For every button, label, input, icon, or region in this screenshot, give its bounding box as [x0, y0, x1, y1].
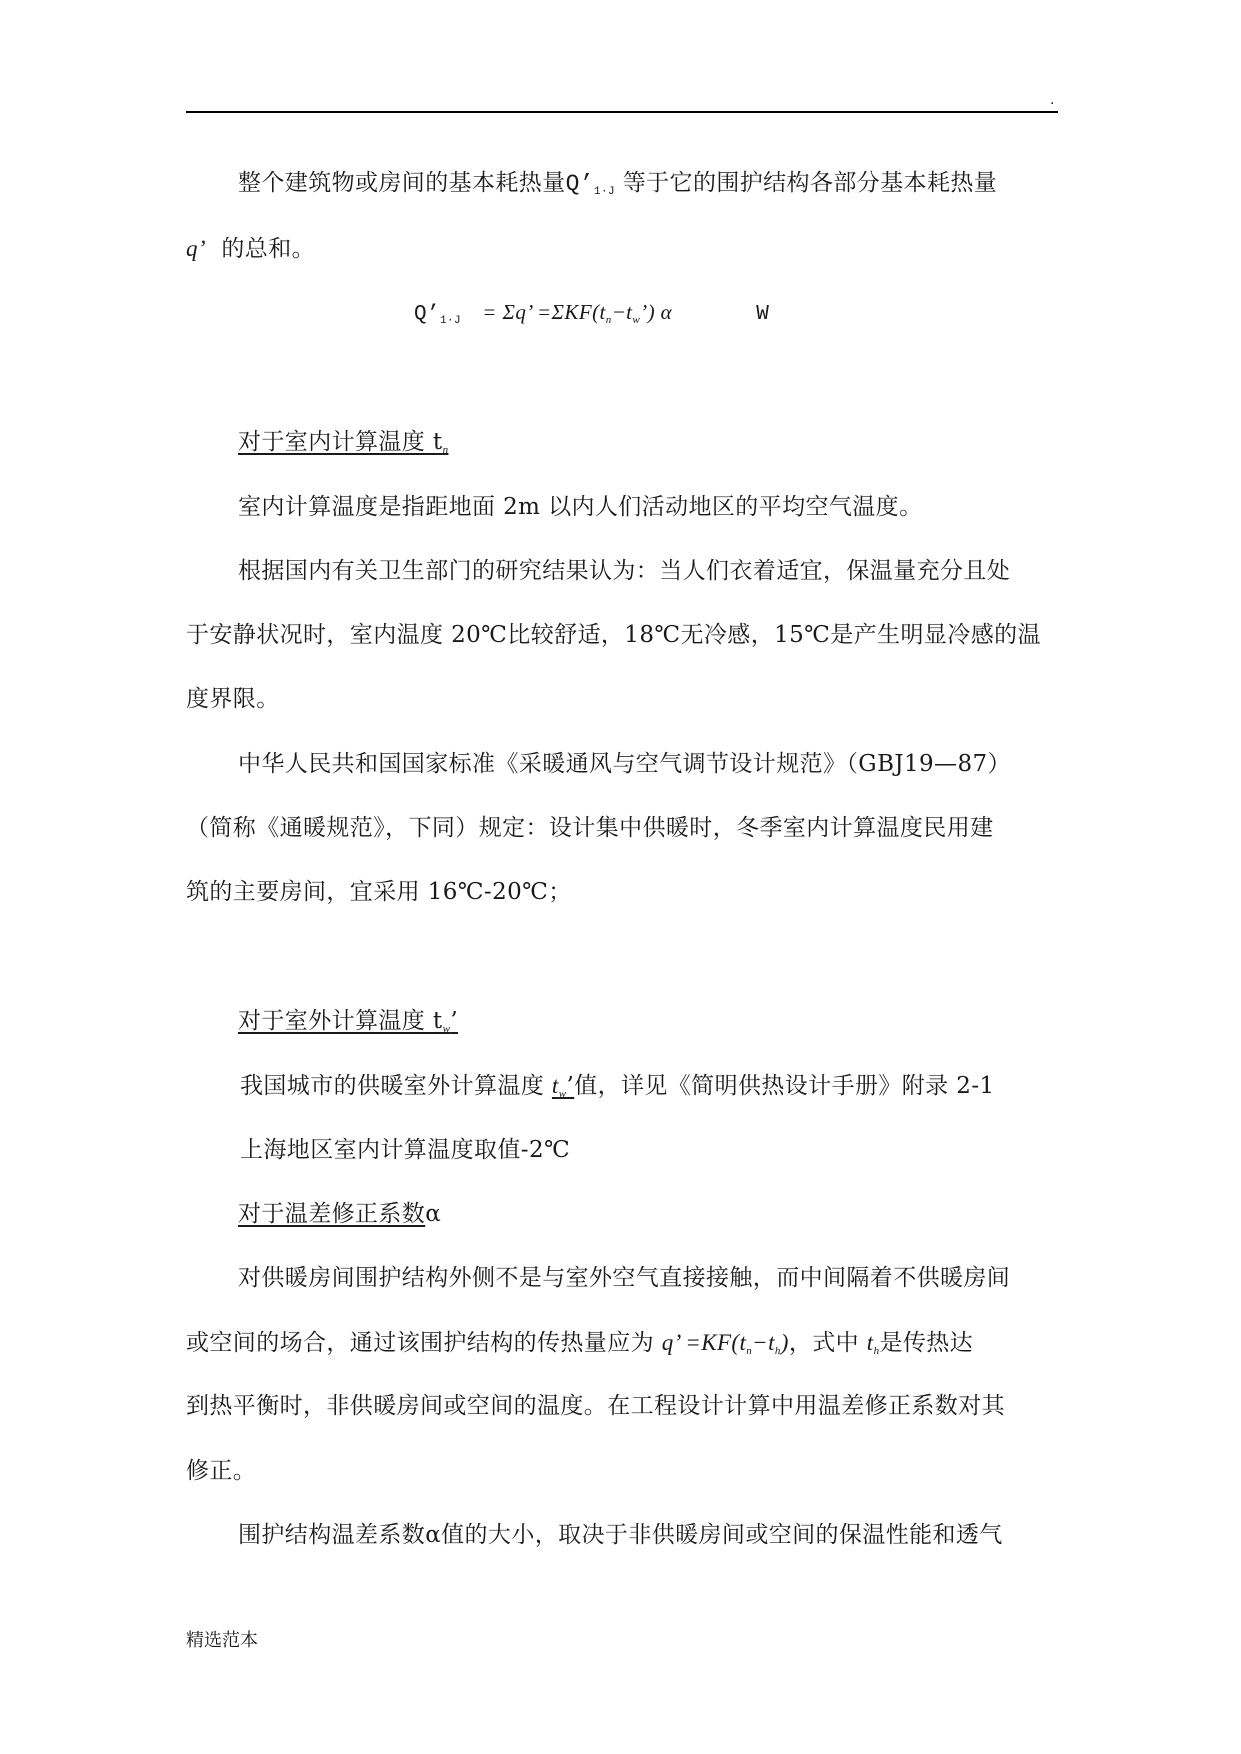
paragraph-1-line-1 — [238, 172, 997, 198]
paragraph-3-line-2: 于安静状况时，室内温度 20℃比较舒适，18℃无冷感，15℃是产生明显冷感的温 — [186, 622, 1041, 648]
header-rule — [186, 111, 1058, 113]
heading-alpha: α — [425, 1201, 442, 1227]
formula-inline-2: −t — [752, 1330, 775, 1355]
formula-expression-3: ’) α — [640, 300, 673, 324]
formula-subscript-n: n — [605, 314, 612, 326]
symbol-t: t — [551, 1073, 559, 1098]
section-heading-indoor-temp — [238, 431, 448, 456]
paragraph-5 — [240, 1074, 995, 1100]
formula-inline-sub-n: n — [746, 1345, 753, 1357]
formula-unit: W — [756, 303, 770, 326]
heading-prime: ’ — [450, 1008, 459, 1034]
formula-subscript: 1·J — [440, 315, 462, 327]
symbol-t: t — [866, 1330, 874, 1355]
text-segment: 的总和。 — [221, 236, 316, 262]
paragraph-7-line-1: 对供暖房间围护结构外侧不是与室外空气直接接触，而中间隔着不供暖房间 — [238, 1265, 1011, 1291]
text-segment: 等于它的围护结构各部分基本耗热量 — [622, 170, 998, 196]
heading-subscript: w — [442, 1023, 451, 1035]
formula-expression-2: −t — [611, 300, 633, 324]
formula-inline-3: ) — [780, 1330, 789, 1355]
symbol-subscript: 1·J — [594, 186, 616, 198]
section-heading-outdoor-temp — [238, 1010, 458, 1035]
symbol-subscript-w: w — [558, 1088, 567, 1100]
formula-inline: q’ =KF(t — [661, 1330, 747, 1355]
heading-subscript: n — [442, 444, 449, 456]
paragraph-7-line-3: 到热平衡时，非供暖房间或空间的温度。在工程设计计算中用温差修正系数对其 — [186, 1393, 1005, 1419]
symbol-q-total: Q’ — [565, 171, 595, 197]
paragraph-7-line-4: 修正。 — [186, 1458, 257, 1484]
text-segment: 我国城市的供暖室外计算温度 — [240, 1073, 552, 1099]
paragraph-4-line-1: 中华人民共和国国家标准《采暖通风与空气调节设计规范》（GBJ19—87） — [238, 751, 1011, 777]
paragraph-2: 室内计算温度是指距地面 2m 以内人们活动地区的平均空气温度。 — [238, 494, 923, 520]
text-segment: 值，详见《简明供热设计手册》附录 2-1 — [574, 1073, 995, 1099]
formula-inline-sub-h: h — [774, 1345, 781, 1357]
symbol-subscript-h: h — [873, 1345, 880, 1357]
header-dot: . — [1050, 92, 1055, 108]
section-heading-correction-coefficient — [238, 1203, 441, 1226]
paragraph-3-line-3: 度界限。 — [186, 686, 280, 712]
text-segment: ，式中 — [788, 1330, 867, 1356]
paragraph-1-line-2 — [186, 237, 315, 261]
text-segment: 整个建筑物或房间的基本耗热量 — [238, 170, 566, 196]
heading-text: 对于温差修正系数 — [238, 1201, 426, 1227]
text-segment: 或空间的场合，通过该围护结构的传热量应为 — [186, 1330, 662, 1356]
paragraph-3-line-1: 根据国内有关卫生部门的研究结果认为：当人们衣着适宜，保温量充分且处 — [238, 558, 1011, 584]
paragraph-7-line-2 — [186, 1331, 973, 1357]
text-segment: 是传热达 — [879, 1330, 974, 1356]
symbol-prime: ’ — [566, 1073, 575, 1099]
paragraph-4-line-2: （简称《通暖规范》，下同）规定：设计集中供暖时，冬季室内计算温度民用建 — [186, 815, 994, 841]
paragraph-4-line-3: 筑的主要房间，宜采用 16℃-20℃； — [186, 879, 572, 905]
paragraph-6: 上海地区室内计算温度取值-2℃ — [240, 1137, 571, 1163]
formula-q-total: Q’ — [414, 303, 441, 326]
formula-subscript-w: w — [632, 314, 641, 326]
heading-text: 对于室内计算温度 t — [238, 429, 443, 455]
paragraph-8: 围护结构温差系数α值的大小，取决于非供暖房间或空间的保温性能和透气 — [238, 1522, 1003, 1548]
heading-text: 对于室外计算温度 t — [238, 1008, 443, 1034]
symbol-q: q’ — [186, 236, 206, 261]
footer-label: 精选范本 — [186, 1630, 258, 1651]
formula-line — [414, 302, 769, 327]
formula-expression: = Σq’ =ΣKF(t — [482, 300, 606, 324]
